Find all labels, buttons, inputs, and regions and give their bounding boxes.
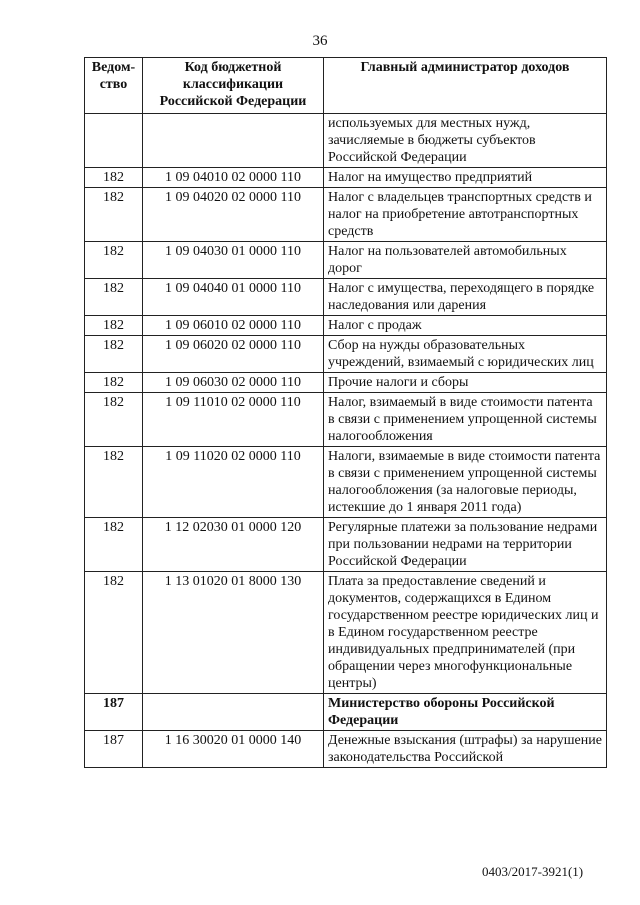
- administrator-cell: используемых для местных нужд, зачисляемые в бюджеты субъектов Российской Федерации: [324, 114, 607, 168]
- header-administrator: Главный администратор доходов: [324, 58, 607, 114]
- dept-cell: 182: [85, 242, 143, 279]
- code-cell: 1 09 04040 01 0000 110: [143, 279, 324, 316]
- dept-cell: 187: [85, 731, 143, 768]
- code-cell: 1 09 06030 02 0000 110: [143, 373, 324, 393]
- table-header-row: [85, 58, 607, 114]
- administrator-cell: Денежные взыскания (штрафы) за нарушение законодательства Российской: [324, 731, 607, 768]
- administrator-cell: Налог с имущества, переходящего в порядке наследования или дарения: [324, 279, 607, 316]
- code-cell: 1 09 06010 02 0000 110: [143, 316, 324, 336]
- code-cell: 1 09 04010 02 0000 110: [143, 168, 324, 188]
- administrator-cell: Налог с владельцев транспортных средств и налог на приобретение автотранспортных средств: [324, 188, 607, 242]
- dept-cell: [85, 114, 143, 168]
- page-number: 36: [312, 33, 328, 49]
- code-cell: 1 12 02030 01 0000 120: [143, 518, 324, 572]
- table-row: [85, 393, 607, 447]
- code-cell: 1 13 01020 01 8000 130: [143, 572, 324, 694]
- table-row: [85, 694, 607, 731]
- administrator-cell: Налог на пользователей автомобильных дорог: [324, 242, 607, 279]
- budget-codes-table: [84, 57, 607, 768]
- table-row: [85, 114, 607, 168]
- dept-cell: 182: [85, 572, 143, 694]
- administrator-cell: Плата за предоставление сведений и документов, содержащихся в Едином государственном реестре юридических лиц и в Едином государственном реестре индивидуальных предпринимателей (при обращении через многофункциональные центры): [324, 572, 607, 694]
- code-cell: 1 09 06020 02 0000 110: [143, 336, 324, 373]
- dept-cell: 182: [85, 316, 143, 336]
- code-cell: [143, 694, 324, 731]
- dept-cell: 187: [85, 694, 143, 731]
- dept-cell: 182: [85, 279, 143, 316]
- administrator-cell: Налог с продаж: [324, 316, 607, 336]
- code-cell: 1 09 04020 02 0000 110: [143, 188, 324, 242]
- table-row: [85, 336, 607, 373]
- dept-cell: 182: [85, 336, 143, 373]
- header-code: Код бюджетной классификации Российской Федерации: [143, 58, 324, 114]
- table-row: [85, 373, 607, 393]
- code-cell: 1 09 11020 02 0000 110: [143, 447, 324, 518]
- administrator-cell: Налог на имущество предприятий: [324, 168, 607, 188]
- dept-cell: 182: [85, 168, 143, 188]
- code-cell: 1 16 30020 01 0000 140: [143, 731, 324, 768]
- dept-cell: 182: [85, 188, 143, 242]
- table-row: [85, 447, 607, 518]
- administrator-cell: Прочие налоги и сборы: [324, 373, 607, 393]
- code-cell: 1 09 04030 01 0000 110: [143, 242, 324, 279]
- dept-cell: 182: [85, 373, 143, 393]
- administrator-cell: Налоги, взимаемые в виде стоимости патента в связи с применением упрощенной системы налогообложения (за налоговые периоды, истекшие до 1 января 2011 года): [324, 447, 607, 518]
- table-row: [85, 316, 607, 336]
- table-row: [85, 168, 607, 188]
- administrator-cell: Налог, взимаемый в виде стоимости патента в связи с применением упрощенной системы налогообложения: [324, 393, 607, 447]
- dept-cell: 182: [85, 393, 143, 447]
- administrator-cell: Министерство обороны Российской Федерации: [324, 694, 607, 731]
- table-row: [85, 188, 607, 242]
- dept-cell: 182: [85, 447, 143, 518]
- table-row: [85, 731, 607, 768]
- document-number: 0403/2017-3921(1): [482, 864, 584, 879]
- administrator-cell: Сбор на нужды образовательных учреждений, взимаемый с юридических лиц: [324, 336, 607, 373]
- table-row: [85, 279, 607, 316]
- code-cell: [143, 114, 324, 168]
- dept-cell: 182: [85, 518, 143, 572]
- header-dept: Ведом-ство: [85, 58, 143, 114]
- table-row: [85, 242, 607, 279]
- code-cell: 1 09 11010 02 0000 110: [143, 393, 324, 447]
- administrator-cell: Регулярные платежи за пользование недрами при пользовании недрами на территории Российской Федерации: [324, 518, 607, 572]
- table-row: [85, 518, 607, 572]
- table-row: [85, 572, 607, 694]
